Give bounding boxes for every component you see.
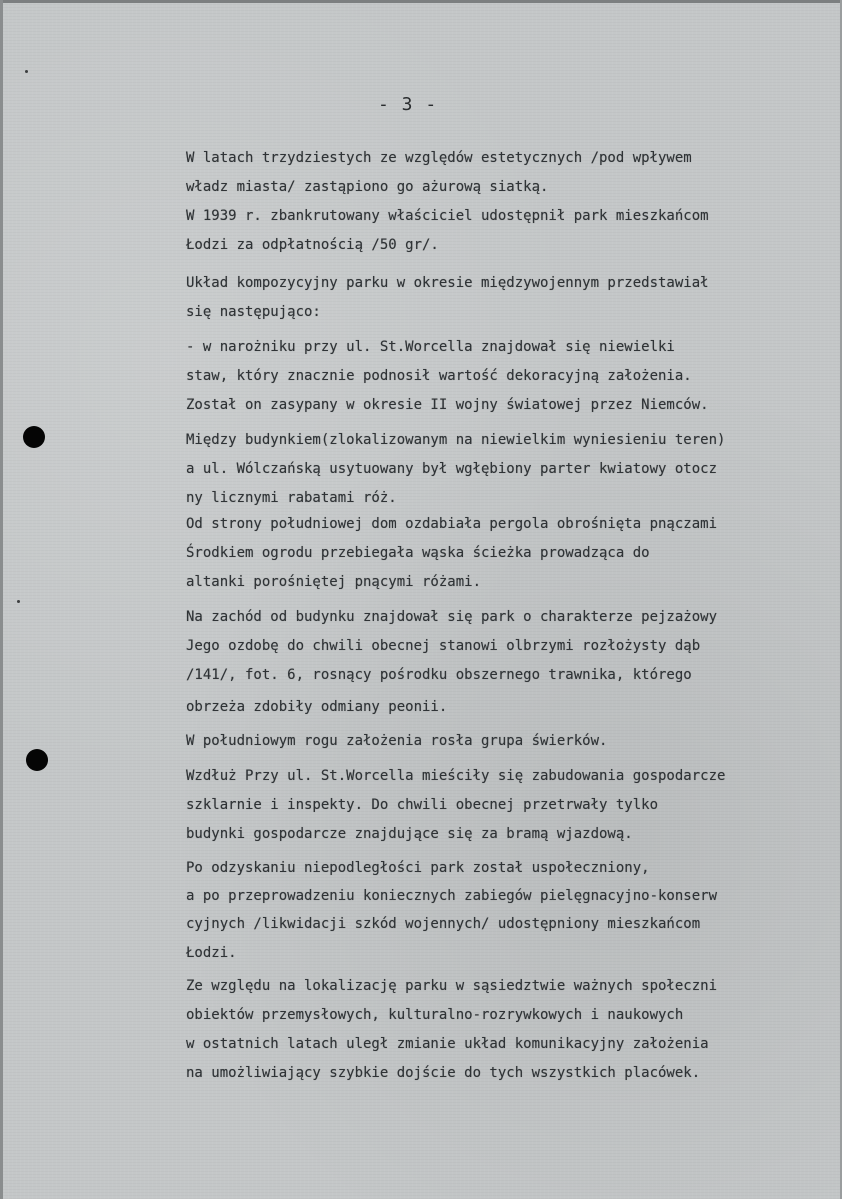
text-line: ny licznymi rabatami róż. [186, 490, 397, 506]
paper-speck [25, 70, 28, 73]
text-line: a ul. Wólczańską usytuowany był wgłębiony parter kwiatowy otocz [186, 461, 718, 477]
text-line: W południowym rogu założenia rosła grupa świerków. [186, 733, 608, 749]
scan-edge-left [0, 0, 3, 1199]
text-line: obrzeża zdobiły odmiany peonii. [186, 699, 448, 715]
text-line: Po odzyskaniu niepodległości park został uspołeczniony, [186, 860, 650, 876]
punch-hole-upper [23, 426, 45, 448]
text-line: w ostatnich latach uległ zmianie układ komunikacyjny założenia [186, 1036, 709, 1052]
text-line: Łodzi. [186, 945, 237, 961]
scan-edge-top [0, 0, 842, 3]
text-line: W 1939 r. zbankrutowany właściciel udostępnił park mieszkańcom [186, 208, 709, 224]
text-line: Układ kompozycyjny parku w okresie międzywojennym przedstawiał [186, 275, 709, 291]
text-line: obiektów przemysłowych, kulturalno-rozrywkowych i naukowych [186, 1007, 684, 1023]
text-line: Środkiem ogrodu przebiegała wąska ścieżka prowadząca do [186, 545, 650, 561]
text-line: a po przeprowadzeniu koniecznych zabiegów pielęgnacyjno-konserw [186, 888, 718, 904]
text-line: Na zachód od budynku znajdował się park o charakterze pejzażowy [186, 609, 718, 625]
text-line: szklarnie i inspekty. Do chwili obecnej przetrwały tylko [186, 797, 659, 813]
text-line: /141/, fot. 6, rosnący pośrodku obszernego trawnika, którego [186, 667, 692, 683]
text-line: budynki gospodarcze znajdujące się za bramą wjazdową. [186, 826, 633, 842]
text-line: Ze względu na lokalizację parku w sąsiedztwie ważnych społeczni [186, 978, 718, 994]
paper-speck [17, 600, 20, 603]
text-line: staw, który znacznie podnosił wartość dekoracyjną założenia. [186, 368, 692, 384]
text-line: Wzdłuż Przy ul. St.Worcella mieściły się zabudowania gospodarcze [186, 768, 726, 784]
text-line: się następująco: [186, 304, 321, 320]
text-line: władz miasta/ zastąpiono go ażurową siatką. [186, 179, 549, 195]
text-line: Jego ozdobę do chwili obecnej stanowi olbrzymi rozłożysty dąb [186, 638, 701, 654]
text-line: na umożliwiający szybkie dojście do tych wszystkich placówek. [186, 1065, 701, 1081]
text-line: Został on zasypany w okresie II wojny światowej przez Niemców. [186, 397, 709, 413]
text-line: altanki porośniętej pnącymi różami. [186, 574, 482, 590]
text-line: W latach trzydziestych ze względów estetycznych /pod wpływem [186, 150, 692, 166]
text-line: - w narożniku przy ul. St.Worcella znajdował się niewielki [186, 339, 675, 355]
text-line: Między budynkiem(zlokalizowanym na niewielkim wyniesieniu teren) [186, 432, 726, 448]
text-line: Od strony południowej dom ozdabiała pergola obrośnięta pnączami [186, 516, 718, 532]
page-number: - 3 - [378, 94, 438, 115]
punch-hole-lower [26, 749, 48, 771]
text-line: Łodzi za odpłatnością /50 gr/. [186, 237, 439, 253]
text-line: cyjnych /likwidacji szkód wojennych/ udostępniony mieszkańcom [186, 916, 701, 932]
